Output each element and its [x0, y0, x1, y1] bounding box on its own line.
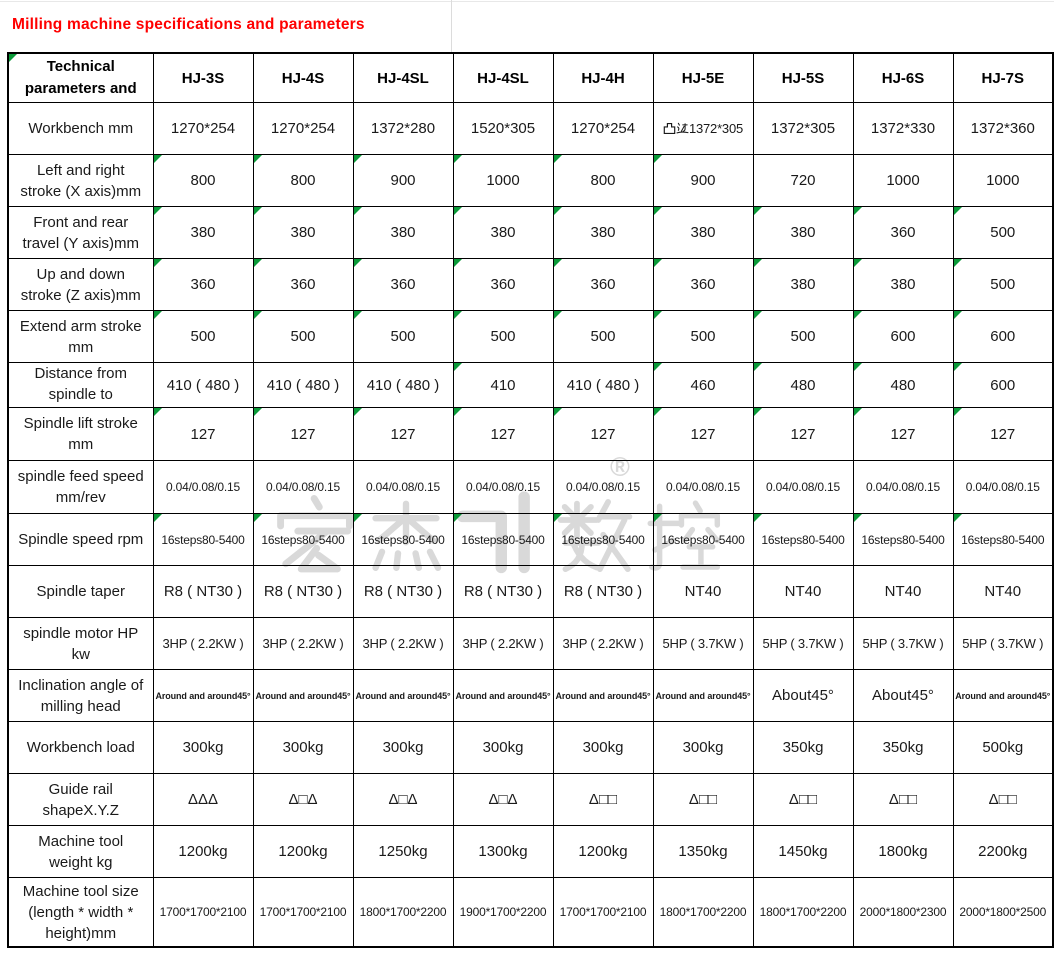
- cell-spindle-taper-hj-3s-0: R8 ( NT30 ): [153, 566, 253, 618]
- model-header-hj-4s-1: HJ-4S: [253, 53, 353, 103]
- cell-milling-head-inclination-hj-5s-6: About45°: [753, 670, 853, 722]
- cell-machine-size-hj-4s-1: 1700*1700*2100: [253, 878, 353, 948]
- error-indicator-triangle: [754, 514, 762, 522]
- model-header-hj-3s-0: HJ-3S: [153, 53, 253, 103]
- error-indicator-triangle: [954, 514, 962, 522]
- cell-spindle-feed-speed-hj-6s-7: 0.04/0.08/0.15: [853, 461, 953, 514]
- cell-spindle-distance-hj-6s-7: 480: [853, 363, 953, 408]
- cell-workbench-hj-3s-0: 1270*254: [153, 103, 253, 155]
- cell-extend-arm-stroke-hj-3s-0: 500: [153, 311, 253, 363]
- error-indicator-triangle: [954, 259, 962, 267]
- cell-guide-rail-shape-hj-7s-8: Δ□□: [953, 774, 1053, 826]
- cell-spindle-distance-hj-4s-1: 410 ( 480 ): [253, 363, 353, 408]
- row-label-spindle-distance: Distance from spindle to: [8, 363, 153, 408]
- corner-header-cell: Technical parameters and: [8, 53, 153, 103]
- model-header-hj-5e-5: HJ-5E: [653, 53, 753, 103]
- cell-z-stroke-hj-4s-1: 360: [253, 259, 353, 311]
- error-indicator-triangle: [754, 207, 762, 215]
- error-indicator-triangle: [654, 207, 662, 215]
- cell-workbench-load-hj-3s-0: 300kg: [153, 722, 253, 774]
- cell-spindle-motor-hj-4sl-3: 3HP ( 2.2KW ): [453, 618, 553, 670]
- cell-y-travel-hj-3s-0: 380: [153, 207, 253, 259]
- cell-spindle-distance-hj-4h-4: 410 ( 480 ): [553, 363, 653, 408]
- row-label-spindle-speed: Spindle speed rpm: [8, 514, 153, 566]
- row-extend-arm-stroke: [8, 311, 1053, 363]
- cell-workbench-load-hj-6s-7: 350kg: [853, 722, 953, 774]
- cell-milling-head-inclination-hj-3s-0: Around and around45°: [153, 670, 253, 722]
- cell-y-travel-hj-4h-4: 380: [553, 207, 653, 259]
- error-indicator-triangle: [454, 311, 462, 319]
- cell-spindle-feed-speed-hj-4h-4: 0.04/0.08/0.15: [553, 461, 653, 514]
- row-workbench: [8, 103, 1053, 155]
- row-label-spindle-motor: spindle motor HP kw: [8, 618, 153, 670]
- cell-spindle-taper-hj-6s-7: NT40: [853, 566, 953, 618]
- row-machine-weight: [8, 826, 1053, 878]
- cell-spindle-lift-stroke-hj-3s-0: 127: [153, 408, 253, 461]
- cell-workbench-load-hj-4h-4: 300kg: [553, 722, 653, 774]
- table-body: [8, 103, 1053, 948]
- cell-spindle-motor-hj-5e-5: 5HP ( 3.7KW ): [653, 618, 753, 670]
- row-x-stroke: [8, 155, 1053, 207]
- cell-spindle-lift-stroke-hj-4sl-3: 127: [453, 408, 553, 461]
- cell-spindle-distance-hj-5s-6: 480: [753, 363, 853, 408]
- row-z-stroke: [8, 259, 1053, 311]
- cell-workbench-hj-5e-5: 1372*305: [653, 103, 753, 155]
- error-indicator-triangle: [154, 259, 162, 267]
- cell-extend-arm-stroke-hj-6s-7: 600: [853, 311, 953, 363]
- cell-z-stroke-hj-6s-7: 380: [853, 259, 953, 311]
- error-indicator-triangle: [654, 514, 662, 522]
- cell-spindle-feed-speed-hj-4sl-3: 0.04/0.08/0.15: [453, 461, 553, 514]
- error-indicator-triangle: [154, 408, 162, 416]
- cell-machine-weight-hj-4s-1: 1200kg: [253, 826, 353, 878]
- cell-guide-rail-shape-hj-3s-0: ΔΔΔ: [153, 774, 253, 826]
- cell-z-stroke-hj-7s-8: 500: [953, 259, 1053, 311]
- cell-x-stroke-hj-4s-1: 800: [253, 155, 353, 207]
- cell-extend-arm-stroke-hj-7s-8: 600: [953, 311, 1053, 363]
- cell-z-stroke-hj-5e-5: 360: [653, 259, 753, 311]
- cell-spindle-speed-hj-5s-6: 16steps80-5400: [753, 514, 853, 566]
- error-indicator-triangle: [654, 363, 662, 371]
- cell-guide-rail-shape-hj-6s-7: Δ□□: [853, 774, 953, 826]
- cell-machine-size-hj-4sl-3: 1900*1700*2200: [453, 878, 553, 948]
- error-indicator-triangle: [854, 259, 862, 267]
- row-label-workbench-load: Workbench load: [8, 722, 153, 774]
- error-indicator-triangle: [254, 408, 262, 416]
- error-indicator-triangle: [954, 311, 962, 319]
- cell-machine-size-hj-6s-7: 2000*1800*2300: [853, 878, 953, 948]
- error-indicator-triangle: [154, 514, 162, 522]
- cell-spindle-feed-speed-hj-4sl-2: 0.04/0.08/0.15: [353, 461, 453, 514]
- cell-milling-head-inclination-hj-4h-4: Around and around45°: [553, 670, 653, 722]
- cell-spindle-motor-hj-4h-4: 3HP ( 2.2KW ): [553, 618, 653, 670]
- cell-spindle-distance-hj-4sl-2: 410 ( 480 ): [353, 363, 453, 408]
- cell-workbench-load-hj-5e-5: 300kg: [653, 722, 753, 774]
- error-indicator-triangle: [254, 155, 262, 163]
- model-header-hj-6s-7: HJ-6S: [853, 53, 953, 103]
- error-indicator-triangle: [354, 408, 362, 416]
- cell-spindle-motor-hj-4s-1: 3HP ( 2.2KW ): [253, 618, 353, 670]
- cell-y-travel-hj-4s-1: 380: [253, 207, 353, 259]
- cell-x-stroke-hj-6s-7: 1000: [853, 155, 953, 207]
- cell-workbench-hj-4h-4: 1270*254: [553, 103, 653, 155]
- cell-guide-rail-shape-hj-4s-1: Δ□Δ: [253, 774, 353, 826]
- cell-spindle-motor-hj-3s-0: 3HP ( 2.2KW ): [153, 618, 253, 670]
- cell-y-travel-hj-5s-6: 380: [753, 207, 853, 259]
- row-label-z-stroke: Up and down stroke (Z axis)mm: [8, 259, 153, 311]
- error-indicator-triangle: [654, 155, 662, 163]
- row-label-spindle-taper: Spindle taper: [8, 566, 153, 618]
- cell-z-stroke-hj-4h-4: 360: [553, 259, 653, 311]
- error-indicator-triangle: [454, 363, 462, 371]
- error-indicator-triangle: [454, 408, 462, 416]
- spec-table: [7, 52, 1054, 948]
- error-indicator-triangle: [554, 155, 562, 163]
- cell-spindle-feed-speed-hj-3s-0: 0.04/0.08/0.15: [153, 461, 253, 514]
- cell-milling-head-inclination-hj-4sl-2: Around and around45°: [353, 670, 453, 722]
- error-indicator-triangle: [454, 514, 462, 522]
- error-indicator-triangle: [354, 207, 362, 215]
- row-spindle-taper: [8, 566, 1053, 618]
- cell-spindle-distance-hj-7s-8: 600: [953, 363, 1053, 408]
- error-indicator-triangle: [154, 155, 162, 163]
- error-indicator-triangle: [254, 514, 262, 522]
- row-workbench-load: [8, 722, 1053, 774]
- cell-workbench-load-hj-4sl-3: 300kg: [453, 722, 553, 774]
- spreadsheet-gridline: [451, 0, 452, 52]
- row-spindle-speed: [8, 514, 1053, 566]
- cell-guide-rail-shape-hj-5s-6: Δ□□: [753, 774, 853, 826]
- cell-spindle-speed-hj-4h-4: 16steps80-5400: [553, 514, 653, 566]
- cell-extend-arm-stroke-hj-5s-6: 500: [753, 311, 853, 363]
- cell-z-stroke-hj-3s-0: 360: [153, 259, 253, 311]
- cell-spindle-taper-hj-4h-4: R8 ( NT30 ): [553, 566, 653, 618]
- cell-z-stroke-hj-4sl-2: 360: [353, 259, 453, 311]
- error-indicator-triangle: [754, 311, 762, 319]
- spreadsheet-gridline: [0, 1, 1054, 2]
- cell-spindle-motor-hj-5s-6: 5HP ( 3.7KW ): [753, 618, 853, 670]
- cell-spindle-feed-speed-hj-5e-5: 0.04/0.08/0.15: [653, 461, 753, 514]
- row-label-machine-size: Machine tool size (length * width * height)mm: [8, 878, 153, 948]
- cell-spindle-lift-stroke-hj-5e-5: 127: [653, 408, 753, 461]
- row-machine-size: [8, 878, 1053, 948]
- cell-spindle-taper-hj-4sl-2: R8 ( NT30 ): [353, 566, 453, 618]
- cell-machine-weight-hj-7s-8: 2200kg: [953, 826, 1053, 878]
- row-spindle-lift-stroke: [8, 408, 1053, 461]
- cell-spindle-lift-stroke-hj-7s-8: 127: [953, 408, 1053, 461]
- cell-milling-head-inclination-hj-6s-7: About45°: [853, 670, 953, 722]
- cell-extend-arm-stroke-hj-4h-4: 500: [553, 311, 653, 363]
- cell-x-stroke-hj-3s-0: 800: [153, 155, 253, 207]
- cell-machine-weight-hj-4h-4: 1200kg: [553, 826, 653, 878]
- cell-spindle-taper-hj-4sl-3: R8 ( NT30 ): [453, 566, 553, 618]
- cell-x-stroke-hj-5e-5: 900: [653, 155, 753, 207]
- cell-workbench-hj-4sl-2: 1372*280: [353, 103, 453, 155]
- error-indicator-triangle: [454, 155, 462, 163]
- cell-z-stroke-hj-4sl-3: 360: [453, 259, 553, 311]
- error-indicator-triangle: [254, 259, 262, 267]
- cell-x-stroke-hj-4sl-2: 900: [353, 155, 453, 207]
- cell-workbench-hj-4sl-3: 1520*305: [453, 103, 553, 155]
- cell-spindle-feed-speed-hj-4s-1: 0.04/0.08/0.15: [253, 461, 353, 514]
- cell-spindle-speed-hj-6s-7: 16steps80-5400: [853, 514, 953, 566]
- cell-y-travel-hj-5e-5: 380: [653, 207, 753, 259]
- cell-spindle-taper-hj-7s-8: NT40: [953, 566, 1053, 618]
- row-label-workbench: Workbench mm: [8, 103, 153, 155]
- error-indicator-triangle: [954, 408, 962, 416]
- cell-spindle-motor-hj-4sl-2: 3HP ( 2.2KW ): [353, 618, 453, 670]
- row-spindle-distance: [8, 363, 1053, 408]
- cell-spindle-speed-hj-4sl-2: 16steps80-5400: [353, 514, 453, 566]
- cell-machine-size-hj-3s-0: 1700*1700*2100: [153, 878, 253, 948]
- cell-x-stroke-hj-7s-8: 1000: [953, 155, 1053, 207]
- cell-workbench-load-hj-4sl-2: 300kg: [353, 722, 453, 774]
- model-header-hj-5s-6: HJ-5S: [753, 53, 853, 103]
- error-indicator-triangle: [554, 408, 562, 416]
- cell-y-travel-hj-4sl-3: 380: [453, 207, 553, 259]
- cell-guide-rail-shape-hj-4h-4: Δ□□: [553, 774, 653, 826]
- error-indicator-triangle: [554, 514, 562, 522]
- error-indicator-triangle: [454, 259, 462, 267]
- cell-workbench-load-hj-7s-8: 500kg: [953, 722, 1053, 774]
- cell-spindle-motor-hj-6s-7: 5HP ( 3.7KW ): [853, 618, 953, 670]
- row-label-guide-rail-shape: Guide rail shapeX.Y.Z: [8, 774, 153, 826]
- cell-spindle-lift-stroke-hj-4s-1: 127: [253, 408, 353, 461]
- cell-milling-head-inclination-hj-4sl-3: Around and around45°: [453, 670, 553, 722]
- cell-machine-weight-hj-5e-5: 1350kg: [653, 826, 753, 878]
- cell-machine-size-hj-5s-6: 1800*1700*2200: [753, 878, 853, 948]
- model-header-hj-7s-8: HJ-7S: [953, 53, 1053, 103]
- error-indicator-triangle: [554, 207, 562, 215]
- cjk-glyph: [676, 122, 689, 135]
- row-spindle-motor: [8, 618, 1053, 670]
- cell-guide-rail-shape-hj-4sl-2: Δ□Δ: [353, 774, 453, 826]
- cell-spindle-feed-speed-hj-7s-8: 0.04/0.08/0.15: [953, 461, 1053, 514]
- cell-machine-weight-hj-4sl-2: 1250kg: [353, 826, 453, 878]
- error-indicator-triangle: [954, 363, 962, 371]
- model-header-hj-4h-4: HJ-4H: [553, 53, 653, 103]
- cell-workbench-hj-4s-1: 1270*254: [253, 103, 353, 155]
- cell-workbench-load-hj-5s-6: 350kg: [753, 722, 853, 774]
- cell-extend-arm-stroke-hj-4sl-2: 500: [353, 311, 453, 363]
- cell-machine-weight-hj-5s-6: 1450kg: [753, 826, 853, 878]
- row-label-extend-arm-stroke: Extend arm stroke mm: [8, 311, 153, 363]
- error-indicator-triangle: [654, 259, 662, 267]
- cell-extend-arm-stroke-hj-5e-5: 500: [653, 311, 753, 363]
- error-indicator-triangle: [154, 207, 162, 215]
- error-indicator-triangle: [854, 514, 862, 522]
- error-indicator-triangle: [854, 363, 862, 371]
- cell-spindle-speed-hj-5e-5: 16steps80-5400: [653, 514, 753, 566]
- cell-machine-weight-hj-6s-7: 1800kg: [853, 826, 953, 878]
- cell-spindle-speed-hj-4s-1: 16steps80-5400: [253, 514, 353, 566]
- error-indicator-triangle: [854, 207, 862, 215]
- cell-machine-size-hj-7s-8: 2000*1800*2500: [953, 878, 1053, 948]
- cell-machine-weight-hj-4sl-3: 1300kg: [453, 826, 553, 878]
- error-indicator-triangle: [754, 259, 762, 267]
- cell-milling-head-inclination-hj-7s-8: Around and around45°: [953, 670, 1053, 722]
- cell-milling-head-inclination-hj-5e-5: Around and around45°: [653, 670, 753, 722]
- cell-spindle-distance-hj-3s-0: 410 ( 480 ): [153, 363, 253, 408]
- row-spindle-feed-speed: [8, 461, 1053, 514]
- cell-spindle-taper-hj-4s-1: R8 ( NT30 ): [253, 566, 353, 618]
- cell-spindle-lift-stroke-hj-4h-4: 127: [553, 408, 653, 461]
- cell-x-stroke-hj-5s-6: 720: [753, 155, 853, 207]
- cell-milling-head-inclination-hj-4s-1: Around and around45°: [253, 670, 353, 722]
- error-indicator-triangle: [9, 54, 17, 62]
- cell-machine-size-hj-5e-5: 1800*1700*2200: [653, 878, 753, 948]
- cell-workbench-hj-7s-8: 1372*360: [953, 103, 1053, 155]
- error-indicator-triangle: [354, 311, 362, 319]
- registered-trademark-icon: ®: [610, 452, 630, 482]
- cell-y-travel-hj-6s-7: 360: [853, 207, 953, 259]
- error-indicator-triangle: [454, 207, 462, 215]
- error-indicator-triangle: [554, 259, 562, 267]
- cjk-glyph: [663, 122, 676, 135]
- cell-extend-arm-stroke-hj-4s-1: 500: [253, 311, 353, 363]
- error-indicator-triangle: [654, 311, 662, 319]
- page-title: Milling machine specifications and parameters: [12, 16, 365, 33]
- cell-machine-size-hj-4sl-2: 1800*1700*2200: [353, 878, 453, 948]
- cell-spindle-distance-hj-5e-5: 460: [653, 363, 753, 408]
- row-label-milling-head-inclination: Inclination angle of milling head: [8, 670, 153, 722]
- row-guide-rail-shape: [8, 774, 1053, 826]
- row-label-spindle-lift-stroke: Spindle lift stroke mm: [8, 408, 153, 461]
- cell-x-stroke-hj-4sl-3: 1000: [453, 155, 553, 207]
- error-indicator-triangle: [854, 311, 862, 319]
- cell-spindle-speed-hj-7s-8: 16steps80-5400: [953, 514, 1053, 566]
- error-indicator-triangle: [354, 514, 362, 522]
- row-y-travel: [8, 207, 1053, 259]
- header-row: [8, 53, 1053, 103]
- error-indicator-triangle: [154, 311, 162, 319]
- cell-workbench-load-hj-4s-1: 300kg: [253, 722, 353, 774]
- cell-guide-rail-shape-hj-5e-5: Δ□□: [653, 774, 753, 826]
- cell-spindle-lift-stroke-hj-6s-7: 127: [853, 408, 953, 461]
- error-indicator-triangle: [354, 155, 362, 163]
- cell-spindle-distance-hj-4sl-3: 410: [453, 363, 553, 408]
- model-header-hj-4sl-2: HJ-4SL: [353, 53, 453, 103]
- error-indicator-triangle: [654, 408, 662, 416]
- error-indicator-triangle: [754, 408, 762, 416]
- error-indicator-triangle: [354, 259, 362, 267]
- row-label-spindle-feed-speed: spindle feed speed mm/rev: [8, 461, 153, 514]
- cell-guide-rail-shape-hj-4sl-3: Δ□Δ: [453, 774, 553, 826]
- cell-x-stroke-hj-4h-4: 800: [553, 155, 653, 207]
- model-header-hj-4sl-3: HJ-4SL: [453, 53, 553, 103]
- cell-spindle-taper-hj-5e-5: NT40: [653, 566, 753, 618]
- error-indicator-triangle: [754, 363, 762, 371]
- error-indicator-triangle: [254, 207, 262, 215]
- cell-workbench-hj-5s-6: 1372*305: [753, 103, 853, 155]
- spec-table-wrap: [7, 52, 1054, 948]
- cell-spindle-lift-stroke-hj-5s-6: 127: [753, 408, 853, 461]
- cell-y-travel-hj-7s-8: 500: [953, 207, 1053, 259]
- row-label-x-stroke: Left and right stroke (X axis)mm: [8, 155, 153, 207]
- cell-machine-weight-hj-3s-0: 1200kg: [153, 826, 253, 878]
- row-label-machine-weight: Machine tool weight kg: [8, 826, 153, 878]
- cell-workbench-hj-6s-7: 1372*330: [853, 103, 953, 155]
- cell-y-travel-hj-4sl-2: 380: [353, 207, 453, 259]
- row-milling-head-inclination: [8, 670, 1053, 722]
- error-indicator-triangle: [554, 311, 562, 319]
- cell-spindle-lift-stroke-hj-4sl-2: 127: [353, 408, 453, 461]
- error-indicator-triangle: [254, 311, 262, 319]
- cell-spindle-taper-hj-5s-6: NT40: [753, 566, 853, 618]
- cell-spindle-speed-hj-4sl-3: 16steps80-5400: [453, 514, 553, 566]
- cell-spindle-speed-hj-3s-0: 16steps80-5400: [153, 514, 253, 566]
- cell-extend-arm-stroke-hj-4sl-3: 500: [453, 311, 553, 363]
- error-indicator-triangle: [854, 408, 862, 416]
- cell-machine-size-hj-4h-4: 1700*1700*2100: [553, 878, 653, 948]
- row-label-y-travel: Front and rear travel (Y axis)mm: [8, 207, 153, 259]
- cell-z-stroke-hj-5s-6: 380: [753, 259, 853, 311]
- cell-spindle-motor-hj-7s-8: 5HP ( 3.7KW ): [953, 618, 1053, 670]
- error-indicator-triangle: [954, 207, 962, 215]
- cell-spindle-feed-speed-hj-5s-6: 0.04/0.08/0.15: [753, 461, 853, 514]
